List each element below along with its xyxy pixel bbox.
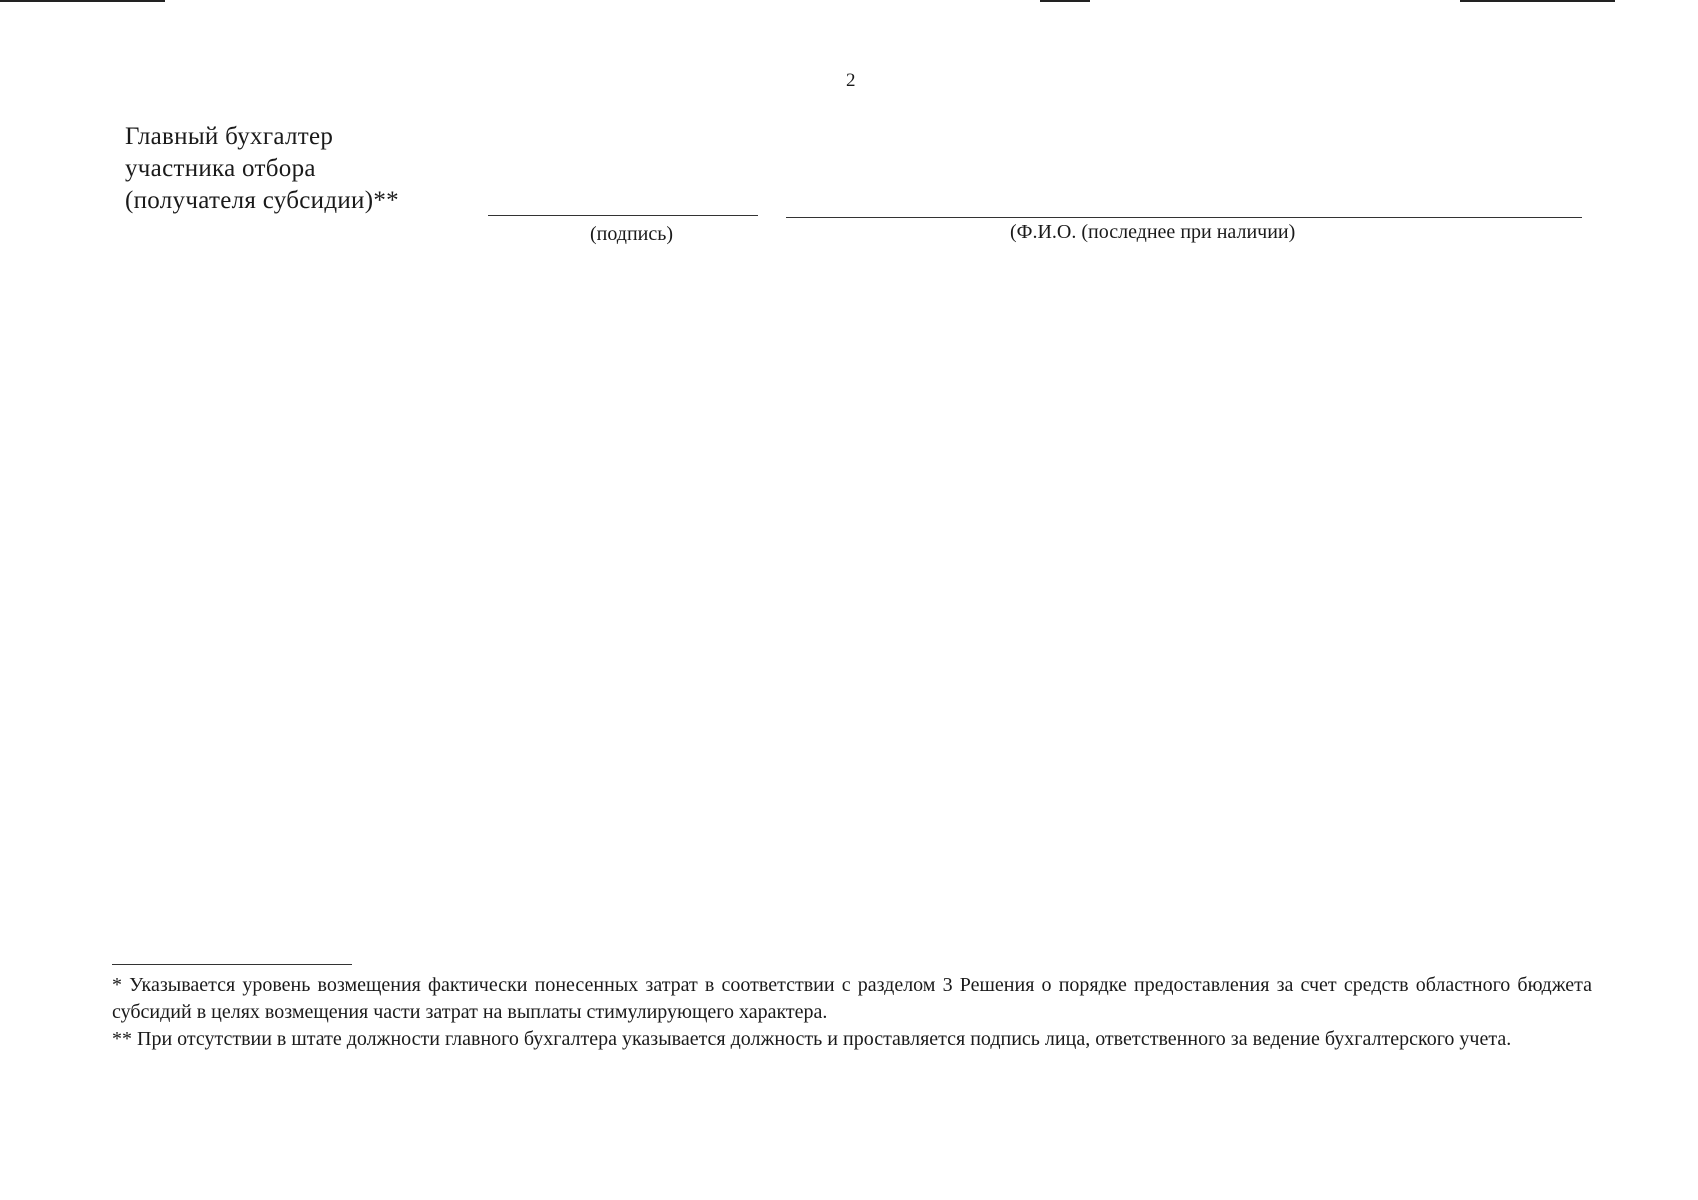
scan-edge-mark: [0, 0, 165, 2]
footnote-1: * Указывается уровень возмещения фактически понесенных затрат в соответствии с разделом 3 Решения о порядке предоставления за счет средств областного бюджета субсидий в целях возмещения части затрат на выплаты стимулирующего характера.: [112, 974, 1592, 1023]
name-caption: (Ф.И.О. (последнее при наличии): [1010, 221, 1296, 243]
signer-title-line: участника отбора: [125, 155, 316, 182]
signer-title-line: (получателя субсидии)**: [125, 187, 399, 214]
footnote-separator: [112, 964, 352, 965]
signature-line: [488, 215, 758, 216]
signer-title: [125, 121, 399, 217]
footnote-2: ** При отсутствии в штате должности главного бухгалтера указывается должность и проставляется подпись лица, ответственного за ведение бухгалтерского учета.: [112, 1028, 1512, 1050]
page-number: 2: [846, 70, 856, 91]
name-line: [786, 217, 1582, 218]
signature-caption: (подпись): [590, 223, 674, 245]
footnotes: [112, 972, 1592, 1053]
scan-edge-mark: [1040, 0, 1090, 2]
scan-edge-mark: [1460, 0, 1615, 2]
signer-title-line: Главный бухгалтер: [125, 123, 334, 150]
